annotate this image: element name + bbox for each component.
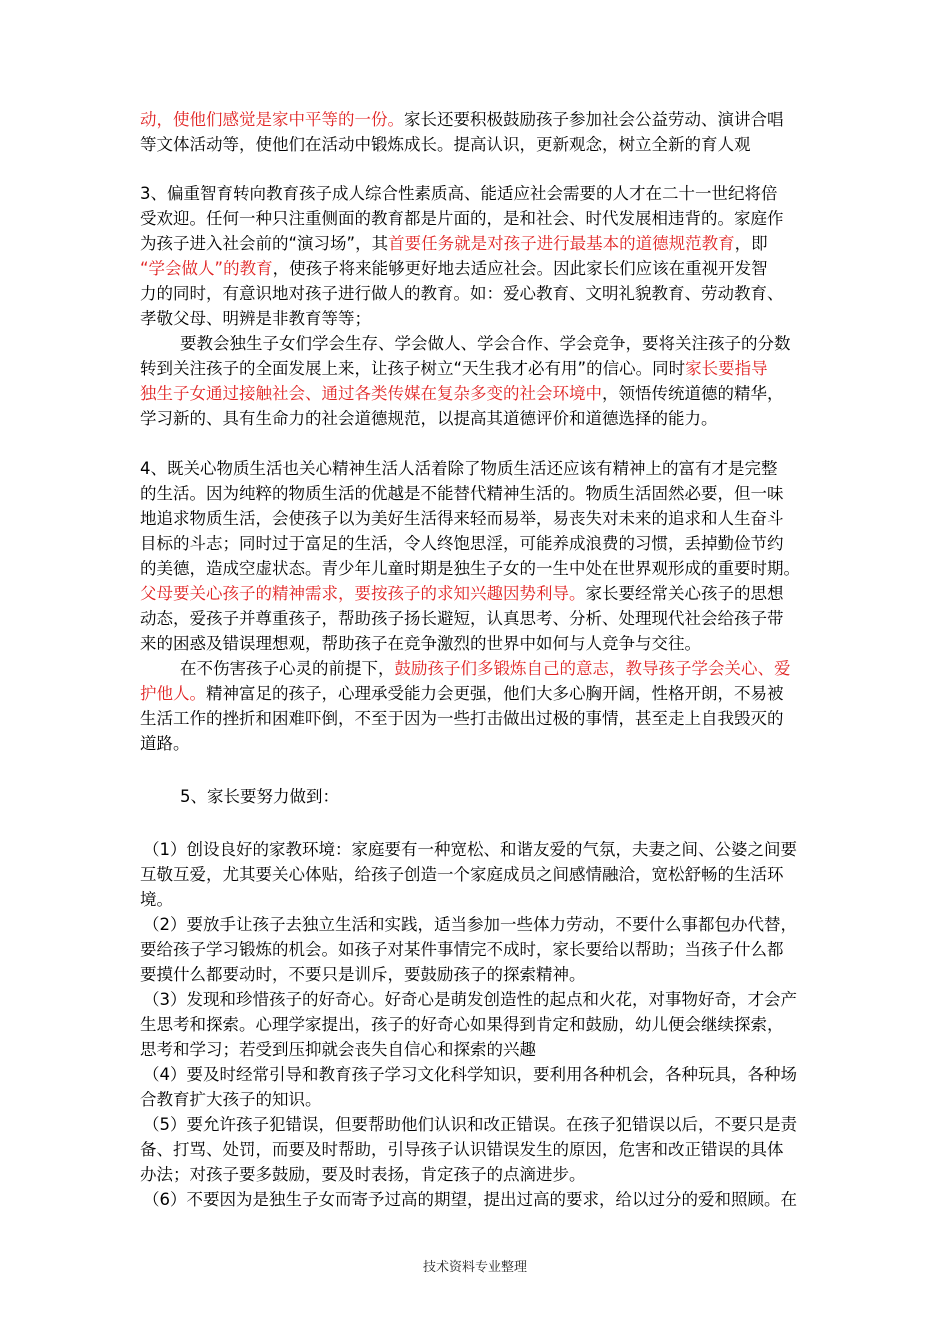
emphasis-text: “学会做人”的教育 xyxy=(140,259,273,278)
emphasis-text: 护他人。 xyxy=(140,684,206,703)
body-text: ，即 xyxy=(734,234,768,253)
text-line: 动态，爱孩子并尊重孩子，帮助孩子扬长避短，认真思考、分析、处理现代社会给孩子带 xyxy=(140,609,784,628)
emphasis-text: 父母要关心孩子的精神需求，要按孩子的求知兴趣因势利导。 xyxy=(140,584,586,603)
list-item-3-line: （3）发现和珍惜孩子的好奇心。好奇心是萌发创造性的起点和火花，对事物好奇，才会产 xyxy=(143,990,797,1009)
text-line: 办法；对孩子要多鼓励，要及时表扬，肯定孩子的点滴进步。 xyxy=(140,1165,586,1184)
text-line: 学习新的、具有生命力的社会道德规范，以提高其道德评价和道德选择的能力。 xyxy=(140,409,718,428)
text-line: 来的困惑及错误理想观，帮助孩子在竞争激烈的世界中如何与人竞争与交往。 xyxy=(140,634,701,653)
text-line: 道路。 xyxy=(140,734,190,753)
text-line: 等文体活动等，使他们在活动中锻炼成长。提高认识，更新观念，树立全新的育人观 xyxy=(140,135,751,154)
text-line: 的美德，造成空虚状态。青少年儿童时期是独生子女的一生中处在世界观形成的重要时期。 xyxy=(140,559,800,578)
emphasis-text: 首要任务就是对孩子进行最基本的道德规范教育 xyxy=(388,234,735,253)
text-line: 思考和学习；若受到压抑就会丧失自信心和探索的兴趣 xyxy=(140,1040,536,1059)
text-line xyxy=(140,357,860,381)
emphasis-text: 独生子女通过接触社会、通过各类传媒在复杂多变的社会环境中 xyxy=(140,384,602,403)
body-text: 精神富足的孩子，心理承受能力会更强，他们大多心胸开阔，性格开朗，不易被 xyxy=(206,684,784,703)
list-item-5-line: （5）要允许孩子犯错误，但要帮助他们认识和改正错误。在孩子犯错误以后，不要只是责 xyxy=(143,1115,797,1134)
text-line: 合教育扩大孩子的知识。 xyxy=(140,1090,322,1109)
text-line: 地追求物质生活，会使孩子以为美好生活得来轻而易举，易丧失对未来的追求和人生奋斗 xyxy=(140,509,784,528)
text-line: 力的同时，有意识地对孩子进行做人的教育。如：爱心教育、文明礼貌教育、劳动教育、 xyxy=(140,284,784,303)
text-line: 孝敬父母、明辨是非教育等等； xyxy=(140,309,371,328)
section-4-heading-line: 4、既关心物质生活也关心精神生活人活着除了物质生活还应该有精神上的富有才是完整 xyxy=(140,459,778,478)
list-item-4-line: （4）要及时经常引导和教育孩子学习文化科学知识，要利用各种机会，各种玩具，各种场 xyxy=(143,1065,797,1084)
text-line: 要摸什么都要动时，不要只是训斥，要鼓励孩子的探索精神。 xyxy=(140,965,586,984)
body-text: ，使孩子将来能够更好地去适应社会。因此家长们应该在重视开发智 xyxy=(272,259,768,278)
text-line xyxy=(140,382,860,406)
paragraph-start-line xyxy=(180,657,900,681)
text-line: 受欢迎。任何一种只注重侧面的教育都是片面的，是和社会、时代发展相违背的。家庭作 xyxy=(140,209,784,228)
section-3-heading-line: 3、偏重智育转向教育孩子成人综合性素质高、能适应社会需要的人才在二十一世纪将倍 xyxy=(140,184,778,203)
emphasis-text: 家长要指导 xyxy=(685,359,768,378)
text-line: 要给孩子学习锻炼的机会。如孩子对某件事情完不成时，家长要给以帮助；当孩子什么都 xyxy=(140,940,784,959)
body-text: 为孩子进入社会前的“演习场”，其 xyxy=(140,234,389,253)
body-text: 家长要经常关心孩子的思想 xyxy=(585,584,784,603)
list-item-1-line: （1）创设良好的家教环境：家庭要有一种宽松、和谐友爱的气氛，夫妻之间、公婆之间要 xyxy=(143,840,797,859)
text-line: 生活工作的挫折和困难吓倒，不至于因为一些打击做出过极的事情，甚至走上自我毁灭的 xyxy=(140,709,784,728)
page-footer: 技术资料专业整理 xyxy=(422,1260,527,1275)
text-line xyxy=(140,232,860,256)
body-text: ，领悟传统道德的精华， xyxy=(602,384,784,403)
text-line xyxy=(140,582,860,606)
emphasis-text: 鼓励孩子们多锻炼自己的意志，教导孩子学会关心、爱 xyxy=(394,659,791,678)
text-line: 的生活。因为纯粹的物质生活的优越是不能替代精神生活的。物质生活固然必要，但一味 xyxy=(140,484,784,503)
body-text: 家长还要积极鼓励孩子参加社会公益劳动、演讲合唱 xyxy=(404,110,784,129)
body-text: 转到关注孩子的全面发展上来，让孩子树立“天生我才必有用”的信心。同时 xyxy=(140,359,686,378)
text-line: 目标的斗志；同时过于富足的生活，令人终饱思淫，可能养成浪费的习惯，丢掉勤俭节约 xyxy=(140,534,784,553)
paragraph-start-line: 要教会独生子女们学会生存、学会做人、学会合作、学会竞争，要将关注孩子的分数 xyxy=(180,334,791,353)
text-line: 互敬互爱，尤其要关心体贴，给孩子创造一个家庭成员之间感情融洽，宽松舒畅的生活环 xyxy=(140,865,784,884)
list-item-6-line: （6）不要因为是独生子女而寄予过高的期望，提出过高的要求，给以过分的爱和照顾。在 xyxy=(143,1190,797,1209)
text-line: 生思考和探索。心理学家提出，孩子的好奇心如果得到肯定和鼓励，幼儿便会继续探索， xyxy=(140,1015,784,1034)
text-line: 境。 xyxy=(140,890,173,909)
text-line xyxy=(140,108,860,132)
emphasis-text: 动，使他们感觉是家中平等的一份。 xyxy=(140,110,404,129)
section-5-heading: 5、家长要努力做到： xyxy=(180,787,339,806)
text-line xyxy=(140,682,860,706)
text-line: 备、打骂、处罚，而要及时帮助，引导孩子认识错误发生的原因，危害和改正错误的具体 xyxy=(140,1140,784,1159)
list-item-2-line: （2）要放手让孩子去独立生活和实践，适当参加一些体力劳动，不要什么事都包办代替， xyxy=(143,915,797,934)
text-line xyxy=(140,257,860,281)
body-text: 在不伤害孩子心灵的前提下， xyxy=(180,659,395,678)
